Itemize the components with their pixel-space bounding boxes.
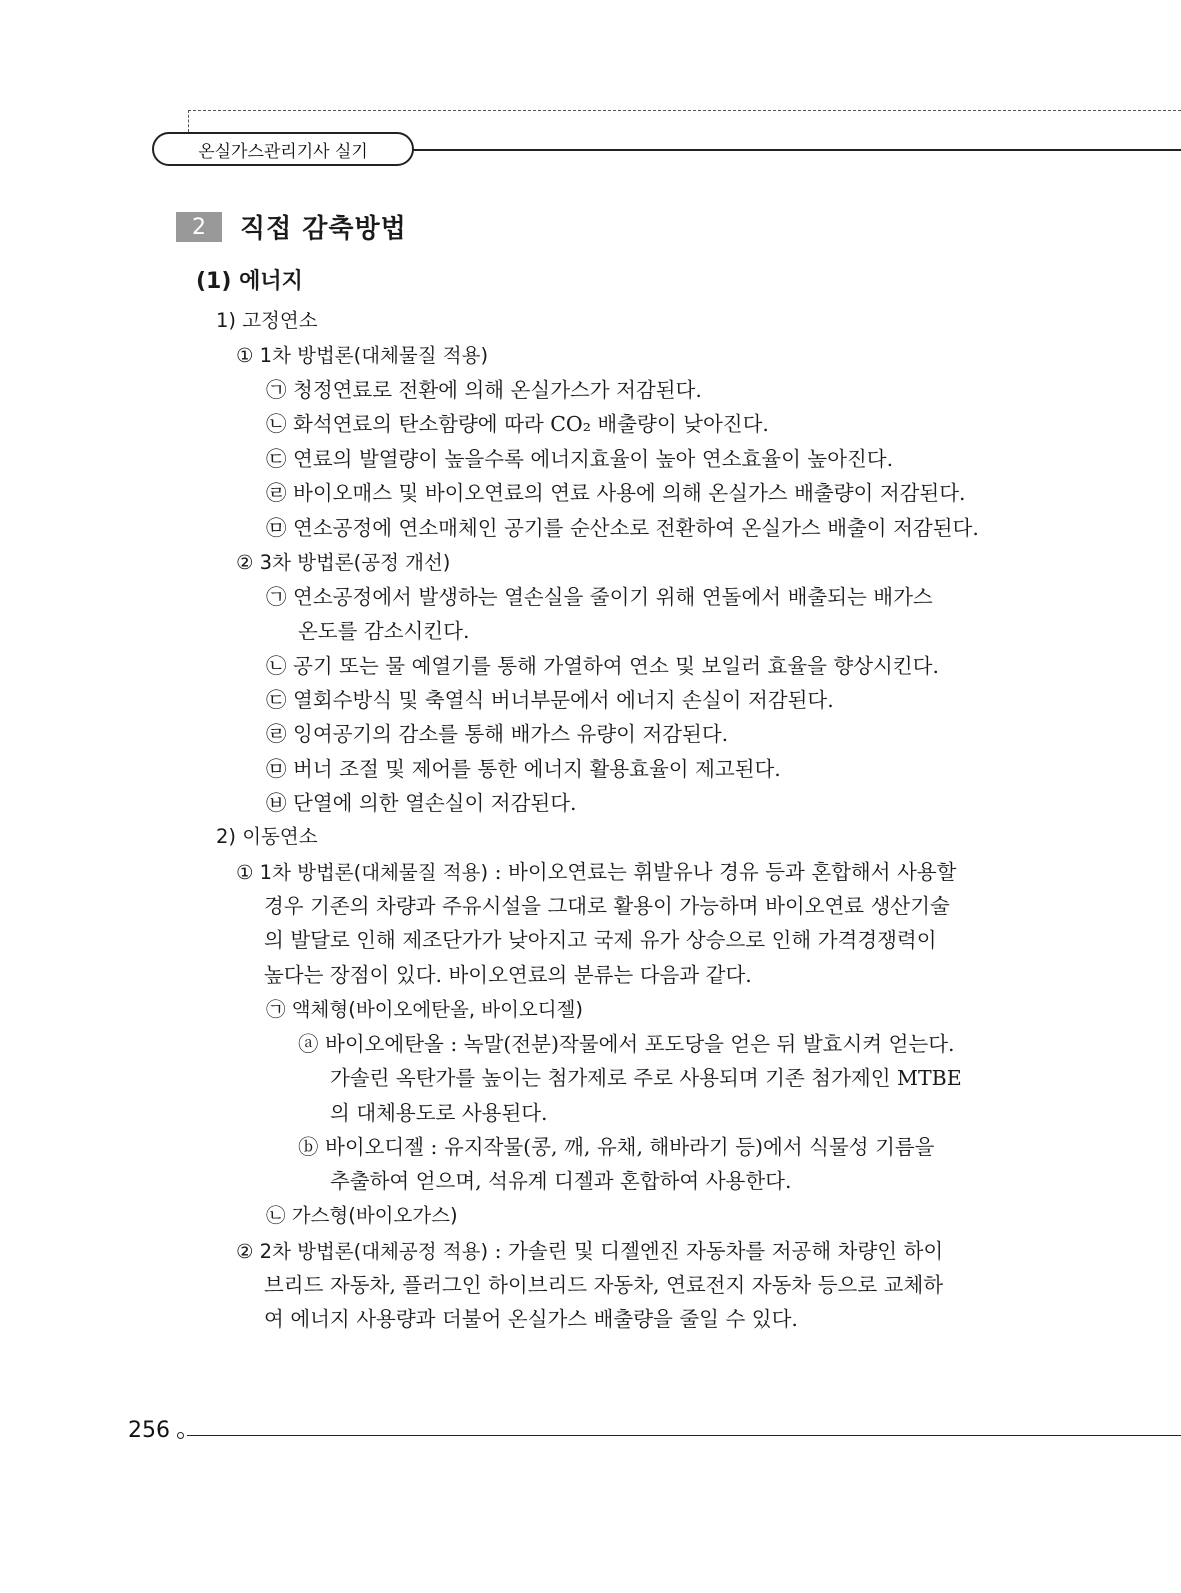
header-dashed-rule [188, 110, 1181, 111]
list-item: ⓐ 바이오에탄올 : 녹말(전분)작물에서 포도당을 얻은 뒤 발효시켜 얻는다. [298, 1032, 955, 1056]
liquid-type-heading: ㉠ 액체형(바이오에탄올, 바이오디젤) [266, 998, 584, 1021]
paragraph-line: 높다는 장점이 있다. 바이오연료의 분류는 다음과 같다. [264, 963, 752, 987]
list-item: ㉣ 바이오매스 및 바이오연료의 연료 사용에 의해 온실가스 배출량이 저감된다. [266, 481, 966, 505]
method-2-label: ② 2차 방법론(대체공정 적용) [236, 1240, 489, 1263]
list-item: ㉡ 공기 또는 물 예열기를 통해 가열하여 연소 및 보일러 효율을 향상시킨다. [266, 654, 939, 678]
paragraph-line: 의 발달로 인해 제조단가가 낮아지고 국제 유가 상승으로 인해 가격경쟁력이 [264, 928, 937, 952]
gas-type-heading: ㉡ 가스형(바이오가스) [266, 1204, 458, 1227]
list-item-continuation: 가솔린 옥탄가를 높이는 첨가제로 주로 사용되며 기존 첨가제인 MTBE [330, 1066, 962, 1090]
page-number: 256 [128, 1418, 170, 1443]
running-header-title: 온실가스관리기사 실기 [152, 132, 414, 166]
footer-rule [187, 1435, 1181, 1436]
heading-stationary-combustion: 1) 고정연소 [216, 309, 318, 332]
list-item-continuation: 온도를 감소시킨다. [298, 619, 470, 643]
list-item-continuation: 의 대체용도로 사용된다. [330, 1101, 548, 1125]
section-title: 직접 감축방법 [240, 214, 407, 244]
list-item: ㉤ 연소공정에 연소매체인 공기를 순산소로 전환하여 온실가스 배출이 저감된다. [266, 516, 979, 540]
header-rule [412, 149, 1181, 151]
list-item: ㉣ 잉여공기의 감소를 통해 배가스 유량이 저감된다. [266, 722, 729, 746]
header-dashed-tick [188, 110, 189, 132]
method-1-heading: ① 1차 방법론(대체물질 적용) [236, 344, 489, 367]
paragraph-line [236, 1234, 943, 1269]
heading-energy: (1) 에너지 [196, 269, 303, 294]
paragraph-line [236, 855, 956, 890]
list-item: ㉠ 청정연료로 전환에 의해 온실가스가 저감된다. [266, 378, 702, 402]
list-item: ㉡ 화석연료의 탄소함량에 따라 CO₂ 배출량이 낮아진다. [266, 412, 769, 436]
list-item: ㉢ 열회수방식 및 축열식 버너부문에서 에너지 손실이 저감된다. [266, 688, 834, 712]
method-1-text: : 바이오연료는 휘발유나 경유 등과 혼합해서 사용할 [488, 860, 957, 884]
method-1-label: ① 1차 방법론(대체물질 적용) [236, 861, 489, 884]
list-item-continuation: 추출하여 얻으며, 석유계 디젤과 혼합하여 사용한다. [330, 1169, 792, 1193]
list-item: ㉥ 단열에 의한 열손실이 저감된다. [266, 791, 577, 815]
section-number-badge: 2 [176, 212, 222, 242]
footer-circle-icon [177, 1432, 184, 1439]
paragraph-line: 여 에너지 사용량과 더불어 온실가스 배출량을 줄일 수 있다. [264, 1307, 798, 1331]
heading-mobile-combustion: 2) 이동연소 [216, 825, 318, 848]
list-item: ㉠ 연소공정에서 발생하는 열손실을 줄이기 위해 연돌에서 배출되는 배가스 [266, 585, 933, 609]
list-item: ㉢ 연료의 발열량이 높을수록 에너지효율이 높아 연소효율이 높아진다. [266, 447, 894, 471]
method-2-text: : 가솔린 및 디젤엔진 자동차를 저공해 차량인 하이 [488, 1239, 944, 1263]
list-item: ㉤ 버너 조절 및 제어를 통한 에너지 활용효율이 제고된다. [266, 757, 781, 781]
method-3-heading: ② 3차 방법론(공정 개선) [236, 551, 451, 574]
paragraph-line: 경우 기존의 차량과 주유시설을 그대로 활용이 가능하며 바이오연료 생산기술 [264, 894, 950, 918]
paragraph-line: 브리드 자동차, 플러그인 하이브리드 자동차, 연료전지 자동차 등으로 교체하 [264, 1273, 944, 1297]
list-item: ⓑ 바이오디젤 : 유지작물(콩, 깨, 유채, 해바라기 등)에서 식물성 기름을 [298, 1135, 935, 1159]
